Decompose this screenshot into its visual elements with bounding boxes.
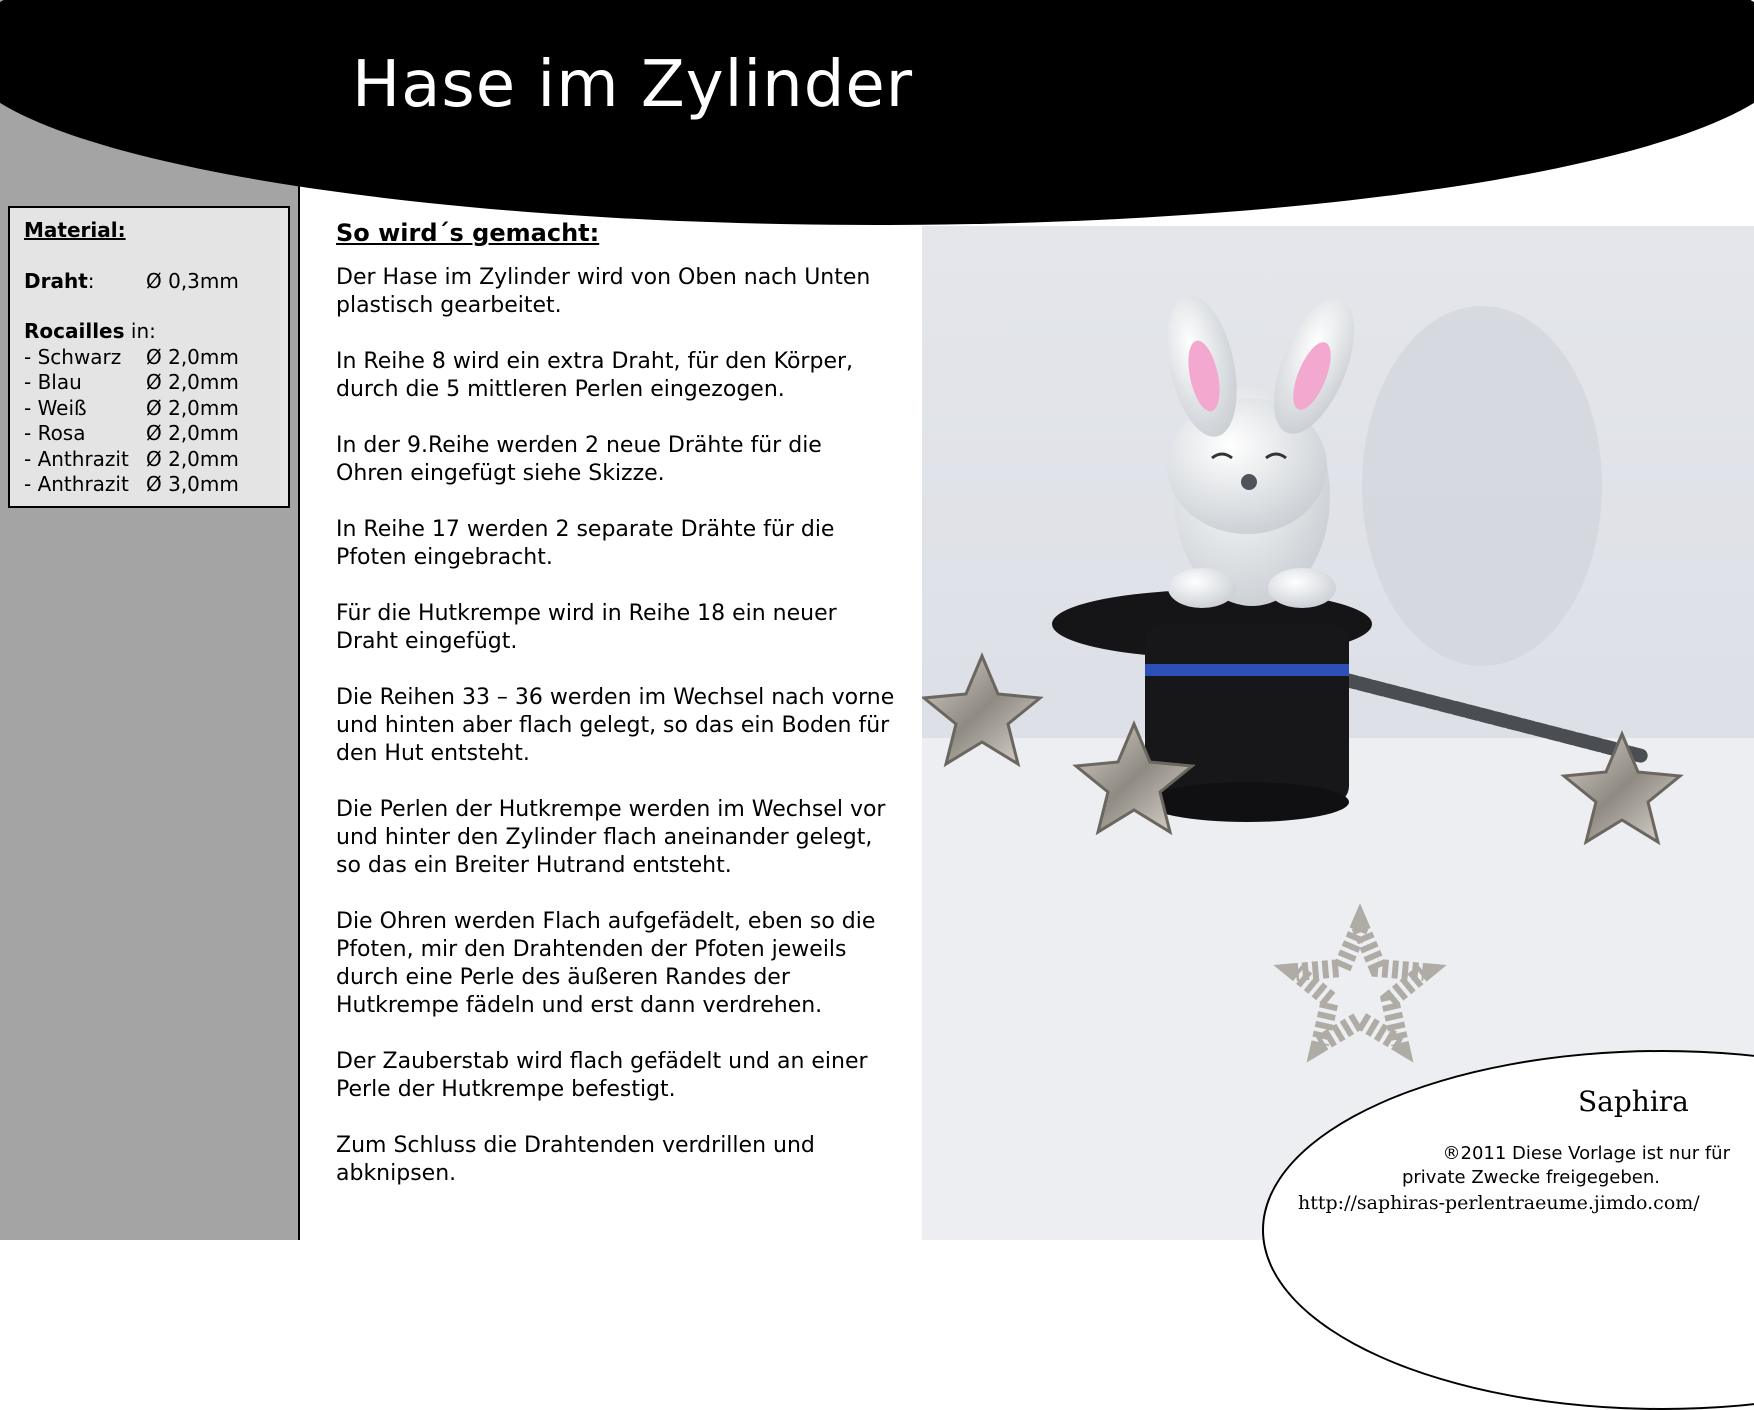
instruction-paragraph: Der Zauberstab wird flach gefädelt und an einer Perle der Hutkrempe befestigt. (336, 1049, 868, 1102)
material-heading: Material: (24, 218, 126, 242)
left-sidebar (0, 0, 300, 1240)
instruction-paragraph: Zum Schluss die Drahtenden verdrillen und abknipsen. (336, 1133, 815, 1186)
instruction-paragraph: In der 9.Reihe werden 2 neue Drähte für die Ohren eingefügt siehe Skizze. (336, 433, 822, 486)
instruction-paragraph: In Reihe 17 werden 2 separate Drähte für die Pfoten eingebracht. (336, 517, 835, 570)
instructions-heading: So wird´s gemacht: (336, 219, 600, 247)
material-box (8, 206, 290, 508)
instruction-paragraph: Der Hase im Zylinder wird von Oben nach Unten plastisch gearbeitet. (336, 265, 871, 318)
instruction-paragraph: In Reihe 8 wird ein extra Draht, für den Körper, durch die 5 mittleren Perlen eingezogen. (336, 349, 854, 402)
rocailles-row: Rocailles in: (24, 319, 156, 343)
instructions (336, 218, 896, 1216)
material-item: - Blau Ø 2,0mm (24, 370, 239, 394)
instruction-paragraph: Die Ohren werden Flach aufgefädelt, eben so die Pfoten, mir den Drahtenden der Pfoten jeweils durch eine Perle des äußeren Randes der Hutkrempe fädeln und erst dann verdrehen. (336, 909, 876, 1018)
signature: Saphira (1578, 1085, 1689, 1118)
material-item: - Weiß Ø 2,0mm (24, 395, 239, 420)
draht-label: Draht (24, 268, 88, 293)
page-title: Hase im Zylinder (352, 48, 914, 122)
draht-row: Draht: Ø 0,3mm (24, 268, 239, 293)
copyright-notice: ®2011 Diese Vorlage ist nur für private Zwecke freigegeben. (1401, 1143, 1730, 1188)
material-item: - Rosa Ø 2,0mm (24, 421, 239, 445)
instruction-paragraph: Die Perlen der Hutkrempe werden im Wechsel vor und hinter den Zylinder flach aneinander gelegt, so das ein Breiter Hutrand entsteht. (336, 797, 886, 878)
instruction-paragraph: Für die Hutkrempe wird in Reihe 18 ein neuer Draht eingefügt. (336, 601, 837, 654)
material-item: - Anthrazit Ø 3,0mm (24, 472, 239, 496)
material-item: - Schwarz Ø 2,0mm (24, 344, 239, 369)
instruction-paragraph: Die Reihen 33 – 36 werden im Wechsel nach vorne und hinten aber flach gelegt, so das ein Boden für den Hut entsteht. (336, 685, 895, 766)
rocailles-label: Rocailles (24, 319, 125, 343)
material-item: - Anthrazit Ø 2,0mm (24, 446, 239, 471)
website-url: http://saphiras-perlentraeume.jimdo.com/ (1298, 1192, 1700, 1214)
draht-value: Ø 0,3mm (146, 268, 239, 293)
